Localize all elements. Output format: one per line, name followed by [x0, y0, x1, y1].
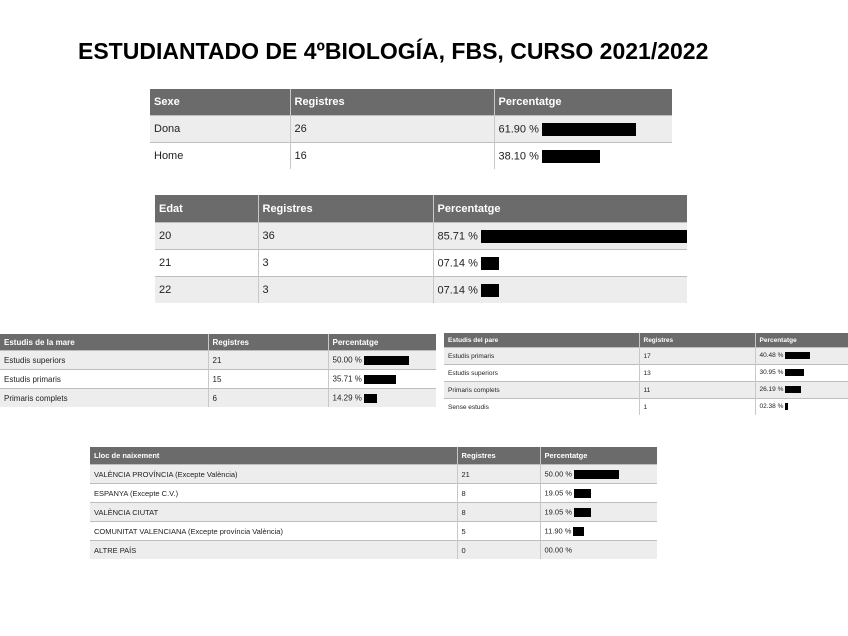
table-row: [155, 223, 687, 250]
row-percentage-cell: [540, 541, 657, 560]
percentage-value: 30.95 %: [759, 369, 784, 377]
row-label: Sense estudis: [444, 399, 639, 416]
percentage-value: 50.00 %: [544, 469, 573, 479]
row-percentage-cell: [540, 465, 657, 484]
percentage-bar: [573, 527, 584, 536]
table-estudis-pare: [444, 333, 848, 415]
table-sexe: [150, 89, 672, 169]
percentage-bar: [785, 386, 801, 393]
percentage-value: 38.10 %: [498, 150, 539, 162]
row-count: 36: [258, 223, 433, 250]
row-percentage-cell: [755, 348, 848, 365]
page-title: ESTUDIANTADO DE 4ºBIOLOGÍA, FBS, CURSO 2021/2022: [78, 38, 709, 64]
percentage-bar: [364, 375, 396, 384]
row-label: Primaris complets: [0, 389, 208, 408]
table-row: [0, 370, 436, 389]
row-percentage-cell: [540, 522, 657, 541]
row-percentage-cell: [328, 389, 436, 408]
row-label: 20: [155, 223, 258, 250]
row-percentage-cell: [328, 370, 436, 389]
row-label: ALTRE PAÍS: [90, 541, 457, 560]
percentage-value: 50.00 %: [332, 355, 362, 365]
percentage-bar: [574, 489, 591, 498]
percentage-value: 85.71 %: [437, 230, 478, 242]
column-header: Registres: [457, 447, 540, 465]
table-row: [90, 484, 657, 503]
table-row: [155, 250, 687, 277]
table-row: [155, 277, 687, 304]
row-count: 3: [258, 277, 433, 304]
row-percentage-cell: [433, 250, 687, 277]
row-label: Estudis primaris: [444, 348, 639, 365]
row-count: 1: [639, 399, 755, 416]
percentage-value: 19.05 %: [544, 488, 573, 498]
table-row: [150, 116, 672, 143]
table-row: [444, 382, 848, 399]
column-header: Estudis del pare: [444, 333, 639, 348]
table-row: [444, 348, 848, 365]
percentage-value: 40.48 %: [759, 352, 784, 360]
row-count: 13: [639, 365, 755, 382]
percentage-value: 07.14 %: [437, 257, 478, 269]
row-percentage-cell: [755, 365, 848, 382]
row-percentage-cell: [755, 382, 848, 399]
column-header: Registres: [290, 89, 494, 116]
row-count: 3: [258, 250, 433, 277]
row-percentage-cell: [540, 484, 657, 503]
column-header: Registres: [208, 334, 328, 351]
row-label: Dona: [150, 116, 290, 143]
percentage-bar: [364, 394, 377, 403]
row-label: Estudis superiors: [0, 351, 208, 370]
column-header: Registres: [258, 195, 433, 223]
percentage-value: 02.38 %: [759, 403, 784, 411]
row-count: 11: [639, 382, 755, 399]
percentage-value: 00.00 %: [544, 545, 573, 555]
percentage-value: 35.71 %: [332, 374, 362, 384]
percentage-bar: [574, 508, 591, 517]
row-count: 8: [457, 484, 540, 503]
table-row: [90, 503, 657, 522]
column-header: Percentatge: [328, 334, 436, 351]
table-header-row: [90, 447, 657, 465]
table-header-row: [150, 89, 672, 116]
column-header: Registres: [639, 333, 755, 348]
table-header-row: [0, 334, 436, 351]
column-header: Edat: [155, 195, 258, 223]
column-header: Percentatge: [540, 447, 657, 465]
percentage-bar: [785, 352, 810, 359]
row-percentage-cell: [328, 351, 436, 370]
row-label: 22: [155, 277, 258, 304]
percentage-bar: [574, 470, 619, 479]
table-edat: [155, 195, 687, 303]
percentage-value: 14.29 %: [332, 393, 362, 403]
table-row: [444, 399, 848, 416]
column-header: Percentatge: [755, 333, 848, 348]
percentage-bar: [481, 284, 499, 297]
table-row: [90, 541, 657, 560]
row-label: VALÈNCIA CIUTAT: [90, 503, 457, 522]
row-label: ESPANYA (Excepte C.V.): [90, 484, 457, 503]
column-header: Percentatge: [494, 89, 672, 116]
row-count: 21: [208, 351, 328, 370]
table-row: [90, 522, 657, 541]
row-label: COMUNITAT VALENCIANA (Excepte província València): [90, 522, 457, 541]
row-count: 17: [639, 348, 755, 365]
percentage-bar: [542, 150, 600, 163]
row-percentage-cell: [755, 399, 848, 416]
row-label: VALÈNCIA PROVÍNCIA (Excepte València): [90, 465, 457, 484]
percentage-bar: [364, 356, 409, 365]
row-label: Home: [150, 143, 290, 170]
row-count: 8: [457, 503, 540, 522]
percentage-bar: [785, 369, 804, 376]
percentage-value: 07.14 %: [437, 284, 478, 296]
row-percentage-cell: [433, 223, 687, 250]
row-percentage-cell: [494, 143, 672, 170]
column-header: Percentatge: [433, 195, 687, 223]
percentage-value: 61.90 %: [498, 123, 539, 135]
table-header-row: [155, 195, 687, 223]
table-row: [0, 351, 436, 370]
table-row: [444, 365, 848, 382]
row-label: Estudis superiors: [444, 365, 639, 382]
percentage-value: 26.19 %: [759, 386, 784, 394]
column-header: Estudis de la mare: [0, 334, 208, 351]
percentage-bar: [785, 403, 788, 410]
percentage-value: 19.05 %: [544, 507, 573, 517]
table-header-row: [444, 333, 848, 348]
table-row: [0, 389, 436, 408]
row-count: 26: [290, 116, 494, 143]
row-percentage-cell: [540, 503, 657, 522]
column-header: Lloc de naixement: [90, 447, 457, 465]
row-count: 21: [457, 465, 540, 484]
row-count: 0: [457, 541, 540, 560]
table-row: [90, 465, 657, 484]
percentage-bar: [542, 123, 636, 136]
percentage-bar: [481, 230, 687, 243]
row-percentage-cell: [494, 116, 672, 143]
row-label: Estudis primaris: [0, 370, 208, 389]
table-estudis-mare: [0, 334, 436, 407]
percentage-value: 11.90 %: [544, 526, 572, 536]
row-count: 5: [457, 522, 540, 541]
row-count: 16: [290, 143, 494, 170]
row-label: 21: [155, 250, 258, 277]
table-row: [150, 143, 672, 170]
column-header: Sexe: [150, 89, 290, 116]
table-lloc-naixement: [90, 447, 657, 559]
row-percentage-cell: [433, 277, 687, 304]
row-count: 6: [208, 389, 328, 408]
row-label: Primaris complets: [444, 382, 639, 399]
row-count: 15: [208, 370, 328, 389]
percentage-bar: [481, 257, 499, 270]
